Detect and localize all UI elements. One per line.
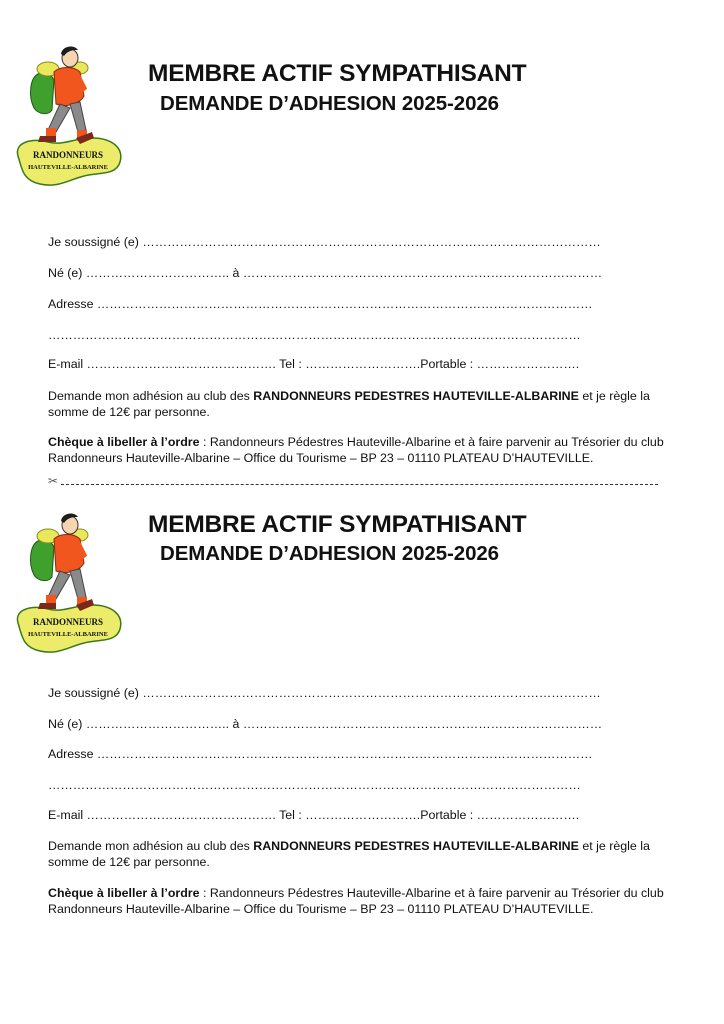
form-title: MEMBRE ACTIF SYMPATHISANT	[148, 60, 527, 87]
form-subtitle: DEMANDE D’ADHESION 2025-2026	[160, 92, 499, 115]
request-prefix: Demande mon adhésion au club des	[48, 839, 254, 853]
logo-line1: RANDONNEURS	[32, 150, 104, 160]
cheque-label: Chèque à libeller à l’ordre	[48, 435, 200, 449]
field-soussigne[interactable]: Je soussigné (e) …………………………………………………………………………………………………	[48, 686, 601, 700]
field-contact[interactable]: E-mail ………………………………………. Tel : ……………………….Portable : …………………….	[48, 357, 580, 371]
membership-request	[48, 388, 668, 420]
logo-line2: HAUTEVILLE-ALBARINE	[28, 631, 108, 638]
field-soussigne[interactable]: Je soussigné (e) …………………………………………………………………………………………………	[48, 235, 601, 249]
club-logo	[8, 38, 128, 188]
field-adresse-2[interactable]: …………………………………………………………………………………………………………………	[48, 778, 581, 792]
field-adresse-2[interactable]: …………………………………………………………………………………………………………………	[48, 328, 581, 342]
field-naissance[interactable]: Né (e) …………………………….. à ……………………………………………………………………………	[48, 717, 603, 731]
cut-line	[48, 476, 658, 490]
field-adresse[interactable]: Adresse …………………………………………………………………………………………………………	[48, 747, 593, 761]
form-subtitle: DEMANDE D’ADHESION 2025-2026	[160, 542, 499, 565]
club-name: RANDONNEURS PEDESTRES HAUTEVILLE-ALBARINE	[253, 389, 579, 403]
scissors-icon: ✂	[48, 474, 59, 488]
request-prefix: Demande mon adhésion au club des	[48, 389, 254, 403]
request-suffix: et je règle la somme de 12€ par personne.	[48, 839, 650, 869]
cheque-text: : Randonneurs Pédestres Hauteville-Albarine et à faire parvenir au Trésorier du club Randonneurs Hauteville-Albarine – Office du Tourisme – BP 23 – 01110 PLATEAU D’HAUTEVILLE.	[48, 886, 664, 916]
request-suffix: et je règle la somme de 12€ par personne.	[48, 389, 650, 419]
club-logo	[8, 505, 128, 655]
club-name: RANDONNEURS PEDESTRES HAUTEVILLE-ALBARINE	[253, 839, 579, 853]
hiker-logo-icon	[8, 505, 128, 655]
cheque-label: Chèque à libeller à l’ordre	[48, 886, 200, 900]
dashed-divider	[61, 484, 658, 485]
hiker-logo-icon	[8, 38, 128, 188]
field-naissance[interactable]: Né (e) …………………………….. à ……………………………………………………………………………	[48, 266, 603, 280]
logo-line1: RANDONNEURS	[32, 617, 104, 627]
cheque-instructions	[48, 885, 668, 917]
logo-line2: HAUTEVILLE-ALBARINE	[28, 164, 108, 171]
field-contact[interactable]: E-mail ………………………………………. Tel : ……………………….Portable : …………………….	[48, 808, 580, 822]
field-adresse[interactable]: Adresse …………………………………………………………………………………………………………	[48, 297, 593, 311]
form-title: MEMBRE ACTIF SYMPATHISANT	[148, 511, 527, 538]
cheque-text: : Randonneurs Pédestres Hauteville-Albarine et à faire parvenir au Trésorier du club Randonneurs Hauteville-Albarine – Office du Tourisme – BP 23 – 01110 PLATEAU D’HAUTEVILLE.	[48, 435, 664, 465]
cheque-instructions	[48, 434, 668, 466]
membership-request	[48, 838, 668, 870]
